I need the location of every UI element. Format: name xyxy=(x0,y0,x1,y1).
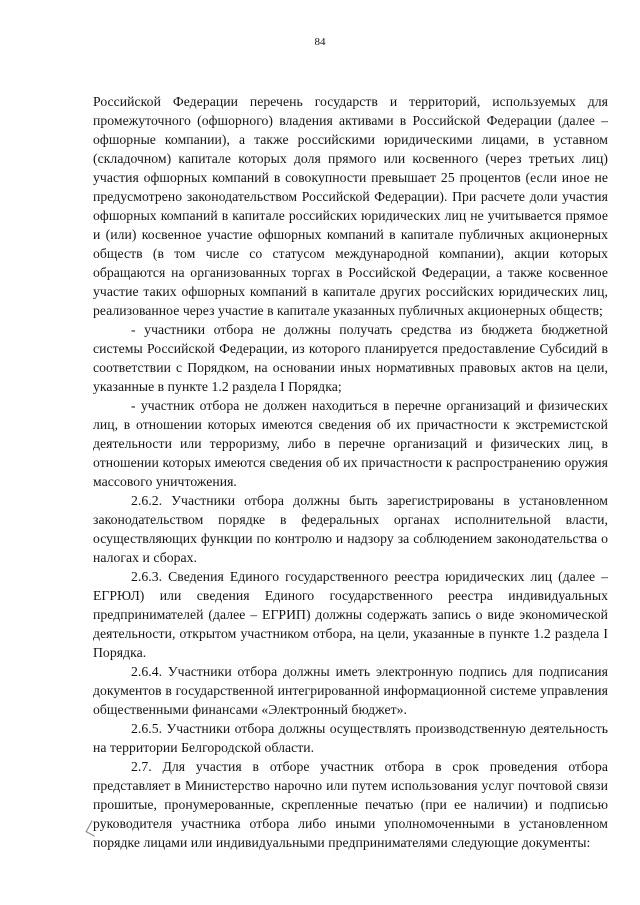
paragraph-extremism-list: - участник отбора не должен находиться в перечне организаций и физических лиц, в отношении которых имеются сведения об их причастности к экстремистской деятельности или терроризму, либо в перечне организаций и физических лиц, в отношении которых имеются сведения об их причастности к распространению оружия массового уничтожения. xyxy=(93,398,608,489)
paragraph-budget-funds: - участники отбора не должны получать средства из бюджета бюджетной системы Российской Федерации, из которого планируется предоставление Субсидий в соответствии с Порядком, на основании иных нормативных правовых актов на цели, указанные в пункте 1.2 раздела I Порядка; xyxy=(93,322,608,394)
document-body xyxy=(93,92,608,852)
paragraph-2-6-4: 2.6.4. Участники отбора должны иметь электронную подпись для подписания документов в государственной интегрированной информационной системе управления общественными финансами «Электронный бюджет». xyxy=(93,664,608,717)
page-number: 84 xyxy=(314,36,326,48)
paragraph-2-7: 2.7. Для участия в отборе участник отбора в срок проведения отбора представляет в Министерство нарочно или путем использования услуг почтовой связи прошитые, пронумерованные, скрепленные печатью (при ее наличии) и подписью руководителя участника отбора либо иными уполномоченными в установленном порядке лицами или индивидуальными предпринимателями следующие документы: xyxy=(93,759,608,850)
paragraph-2-6-3: 2.6.3. Сведения Единого государственного реестра юридических лиц (далее – ЕГРЮЛ) или сведения Единого государственного реестра индивидуальных предпринимателей (далее – ЕГРИП) должны содержать запись о виде экономической деятельности, открытом участником отбора, на цели, указанные в пункте 1.2 раздела I Порядка. xyxy=(93,569,608,660)
paragraph-2-6-2: 2.6.2. Участники отбора должны быть зарегистрированы в установленном законодательством порядке в федеральных органах исполнительной власти, осуществляющих функции по контролю и надзору за соблюдением законодательства о налогах и сборах. xyxy=(93,493,608,565)
paragraph-2-6-5: 2.6.5. Участники отбора должны осуществлять производственную деятельность на территории Белгородской области. xyxy=(93,721,608,755)
paragraph-offshore-continuation: Российской Федерации перечень государств и территорий, используемых для промежуточного (офшорного) владения активами в Российской Федерации (далее – офшорные компании), а также российскими юридическими лицами, в уставном (складочном) капитале которых доля прямого или косвенного (через третьих лиц) участия офшорных компаний в совокупности превышает 25 процентов (если иное не предусмотрено законодательством Российской Федерации). При расчете доли участия офшорных компаний в капитале российских юридических лиц не учитывается прямое и (или) косвенное участие офшорных компаний в капитале публичных акционерных обществ (в том числе со статусом международной компании), акции которых обращаются на организованных торгах в Российской Федерации, а также косвенное участие таких офшорных компаний в капитале других российских юридических лиц, реализованное через участие в капитале указанных публичных акционерных обществ; xyxy=(93,94,608,318)
